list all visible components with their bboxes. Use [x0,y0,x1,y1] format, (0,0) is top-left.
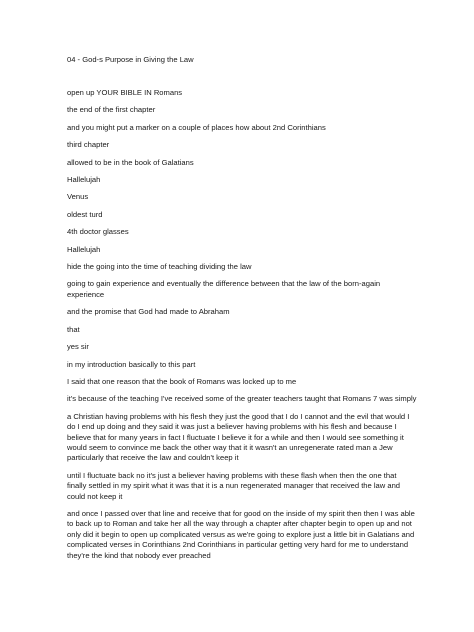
transcript-line: Hallelujah [67,175,101,185]
transcript-line: going to gain experience and eventually the difference between that the law of the born-again experience [67,279,381,299]
transcript-line: 4th doctor glasses [67,227,129,237]
transcript-line: that [67,324,80,334]
transcript-line: Venus [67,192,89,202]
transcript-line: until I fluctuate back no it's just a believer having problems with these flash when then the one that finally settled in my spirit what it was that it is a nun regenerated manager that received the law and could not keep it [67,470,401,501]
transcript-line: in my introduction basically to this part [67,359,196,369]
transcript-line: it's because of the teaching I've received some of the greater teachers taught that Romans 7 was simply [67,394,417,404]
document-title: 04 - God-s Purpose in Giving the Law [67,55,194,64]
transcript-line: oldest turd [67,209,103,219]
transcript-line: third chapter [67,140,110,150]
transcript-lines [67,88,417,568]
transcript-line: allowed to be in the book of Galatians [67,157,194,167]
transcript-line: I said that one reason that the book of Romans was locked up to me [67,376,297,386]
transcript-line: Hallelujah [67,244,101,254]
transcript-line: a Christian having problems with his flesh they just the good that I do I cannot and the evil that would I do I end up doing and they said it was just a believer having problems with his flesh and because I believe that for many years in fact I fluctuate I believe it for a while and then I would see something it would seem to convince me back the other way that it it wasn't an unregenerate rated man a Jew particularly that receive the law and couldn't keep it [67,411,410,463]
transcript-line: the end of the first chapter [67,105,156,115]
transcript-line: and the promise that God had made to Abraham [67,307,230,317]
transcript-line: and once I passed over that line and receive that for good on the inside of my spirit then then I was able to back up to Roman and take her all the way through a chapter after chapter begin to open up and not only did it begin to open up complicated versus as we're going to explore just a little bit in Galatians and complicated verses in Corinthians 2nd Corinthians in particular getting very hard for me to understand they're the kind that nobody ever preached [67,508,415,560]
transcript-line: open up YOUR BIBLE IN Romans [67,88,183,97]
transcript-line: yes sir [67,342,89,352]
transcript-line: hide the going into the time of teaching dividing the law [67,262,252,272]
transcript-line: and you might put a marker on a couple of places how about 2nd Corinthians [67,122,326,132]
